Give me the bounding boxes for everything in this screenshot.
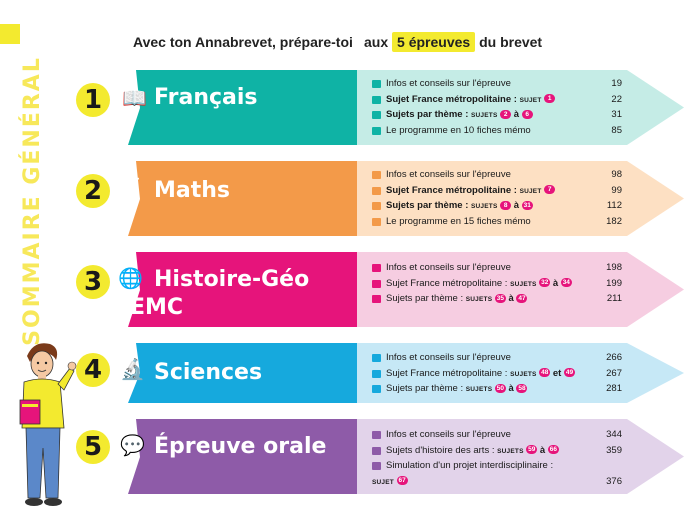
toc-row[interactable]: Sujet France métropolitaine : SUJETS 48 et 49 267: [386, 366, 622, 382]
toc-row[interactable]: Le programme en 10 fiches mémo 85: [386, 123, 622, 139]
section-number: 3: [76, 265, 110, 299]
toc-row[interactable]: Sujets d'histoire des arts : SUJETS 59 à 66 359: [386, 443, 622, 459]
subject-badge: 6: [522, 110, 533, 119]
bullet-icon: [372, 202, 381, 210]
subject-badge: 50: [496, 384, 504, 392]
toc-rows: [386, 76, 622, 138]
bullet-icon: [372, 218, 381, 226]
toc-row[interactable]: Infos et conseils sur l'épreuve 266: [386, 350, 622, 366]
header-part2: aux: [364, 34, 389, 50]
bullet-icon: [372, 171, 381, 179]
subject-badge: 58: [518, 384, 526, 392]
bullet-icon: [372, 431, 381, 439]
subject-badge: 47: [518, 294, 526, 302]
header-part1: Avec ton Annabrevet, prépare-toi: [133, 34, 353, 50]
subject-badge: 67: [398, 477, 406, 485]
toc-row[interactable]: Sujets par thème : SUJETS 8 à 31 112: [386, 198, 622, 214]
subject-banner: [120, 419, 357, 494]
section-number: 2: [76, 174, 110, 208]
bullet-icon: [372, 187, 381, 195]
globe-icon: 🌐: [118, 268, 143, 290]
bullet-icon: [372, 354, 381, 362]
toc-rows: [386, 167, 622, 229]
microscope-icon: 🔬: [120, 359, 145, 381]
section-title-line1: Histoire-Géo: [154, 267, 310, 292]
header-highlight: 5 épreuves: [392, 32, 475, 52]
toc-rows: [386, 350, 622, 397]
bullet-icon: [372, 111, 381, 119]
section-title-line2: EMC: [130, 295, 184, 320]
bullet-icon: [372, 370, 381, 378]
toc-row[interactable]: Sujet France métropolitaine : SUJET 1 22: [386, 92, 622, 108]
toc-row[interactable]: SUJET 67 376: [372, 475, 622, 487]
subject-badge: 32: [541, 279, 549, 287]
subject-badge: 48: [541, 369, 549, 377]
section-sciences[interactable]: [0, 343, 700, 403]
section-title: Maths: [154, 178, 231, 203]
toc-row[interactable]: Le programme en 15 fiches mémo 182: [386, 214, 622, 230]
toc-row[interactable]: Sujets par thème : SUJETS 50 à 58 281: [386, 381, 622, 397]
section-title: Épreuve orale: [154, 434, 327, 459]
toc-row[interactable]: Infos et conseils sur l'épreuve 98: [386, 167, 622, 183]
bullet-icon: [372, 80, 381, 88]
toc-row[interactable]: Sujets par thème : SUJETS 35 à 47 211: [386, 291, 622, 307]
header-part2-group: [364, 34, 542, 50]
bullet-icon: [372, 264, 381, 272]
toc-row[interactable]: Infos et conseils sur l'épreuve 19: [386, 76, 622, 92]
subject-banner: [122, 70, 357, 145]
book-icon: 📖: [122, 88, 147, 110]
subject-badge: 66: [549, 446, 557, 454]
subject-badge: 2: [500, 110, 511, 119]
subject-badge: 1: [544, 94, 555, 103]
toc-row[interactable]: Infos et conseils sur l'épreuve 344: [386, 427, 622, 443]
header-part3: du brevet: [479, 34, 543, 50]
section-title: Français: [154, 85, 258, 110]
bullet-icon: [372, 447, 381, 455]
toc-row[interactable]: Sujets par thème : SUJETS 2 à 6 31: [386, 107, 622, 123]
toc-row[interactable]: Infos et conseils sur l'épreuve 198: [386, 260, 622, 276]
toc-row[interactable]: Simulation d'un projet interdisciplinaire :: [386, 458, 622, 474]
section-maths[interactable]: [0, 161, 700, 236]
subject-badge: 34: [562, 279, 570, 287]
subject-badge: 31: [523, 201, 531, 209]
toc-row[interactable]: Sujet France métropolitaine : SUJETS 32 à 34 199: [386, 276, 622, 292]
side-title: SOMMAIRE GÉNÉRAL: [20, 56, 45, 346]
subject-badge: 35: [496, 294, 504, 302]
speech-bubble-icon: 💬: [120, 435, 145, 457]
subject-banner: [120, 343, 357, 403]
toc-row[interactable]: Sujet France métropolitaine : SUJET 7 99: [386, 183, 622, 199]
bullet-icon: [372, 462, 381, 470]
toc-rows: [386, 260, 622, 307]
subject-badge: 49: [565, 369, 574, 377]
subject-badge: 7: [544, 185, 555, 194]
subject-badge: 59: [528, 446, 536, 454]
bullet-icon: [372, 385, 381, 393]
section-number: 4: [76, 353, 110, 387]
bullet-icon: [372, 96, 381, 104]
section-histoire-geo[interactable]: [0, 252, 700, 327]
square-root-icon: √‾: [120, 177, 138, 199]
section-title: Sciences: [154, 360, 263, 385]
section-francais[interactable]: [0, 70, 700, 145]
bullet-icon: [372, 295, 381, 303]
corner-marker: [0, 24, 20, 44]
section-number: 5: [76, 430, 110, 464]
section-number: 1: [76, 83, 110, 117]
toc-rows: [372, 427, 622, 489]
bullet-icon: [372, 280, 381, 288]
section-epreuve-orale[interactable]: [0, 419, 700, 494]
subject-badge: 8: [500, 201, 511, 210]
subject-banner: [118, 252, 357, 327]
bullet-icon: [372, 127, 381, 135]
subject-banner: [120, 161, 357, 236]
